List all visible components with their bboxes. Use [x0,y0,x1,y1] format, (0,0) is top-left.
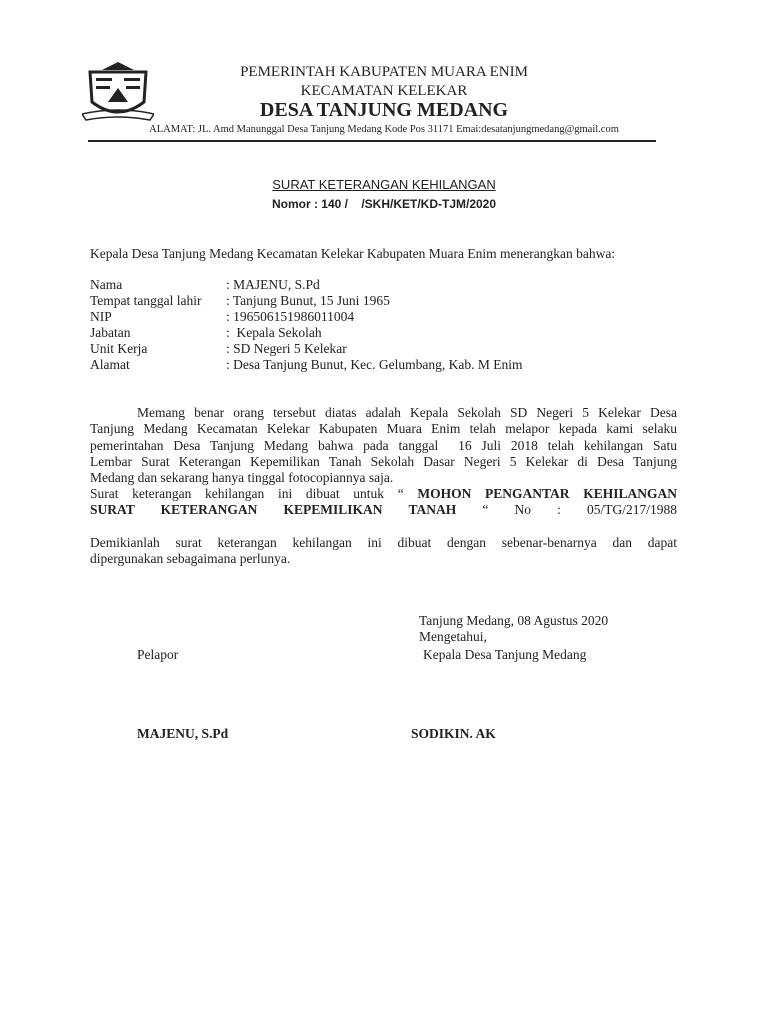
purpose-bold: MOHON PENGANTAR KEHILANGAN [417,486,677,501]
field-label: Jabatan [90,325,131,340]
field-label: Unit Kerja [90,341,148,356]
closing-line-1: Demikianlah surat keterangan kehilangan ini dibuat dengan sebenar-benarnya dan dapat [90,535,677,550]
paragraph-line: Memang benar orang tersebut diatas adalah Kepala Sekolah SD Negeri 5 Kelekar Desa [137,405,677,420]
field-label: Nama [90,277,123,292]
village-head-label: Kepala Desa Tanjung Medang [423,647,587,662]
reporter-label: Pelapor [137,647,179,662]
field-label: Tempat tanggal lahir [90,293,202,308]
letterhead-village: DESA TANJUNG MEDANG [259,99,509,121]
paragraph-line: Tanjung Medang Kecamatan Kelekar Kabupaten Muara Enim telah melapor kepada kami selaku [90,421,677,437]
field-value: : MAJENU, S.Pd [226,277,320,292]
purpose-text: Surat keterangan kehilangan ini dibuat untuk “ [90,486,404,501]
field-label: NIP [90,309,112,324]
purpose-line-1 [90,486,677,502]
document-number: “ No : 05/TG/217/1988 [482,502,677,517]
letter-title: SURAT KETERANGAN KEHILANGAN [272,177,496,192]
letterhead-divider [88,140,656,142]
letterhead-government: PEMERINTAH KABUPATEN MUARA ENIM [240,64,528,80]
letterhead-address: ALAMAT: JL. Amd Manunggal Desa Tanjung Medang Kode Pos 31171 Emai:desatanjungmedang@gmail.com [149,124,619,135]
field-value: : Kepala Sekolah [226,325,322,340]
field-value: : 196506151986011004 [226,309,355,324]
field-label: Alamat [90,357,130,372]
field-value: : Desa Tanjung Bunut, Kec. Gelumbang, Kab. M Enim [226,357,523,372]
purpose-bold-2: SURAT KETERANGAN KEPEMILIKAN TANAH [90,502,457,517]
paragraph-line: Lembar Surat Keterangan Kepemilikan Tanah Sekolah Dasar Negeri 5 Kelekar di Desa Tanjung [90,453,677,469]
paragraph-line: pemerintahan Desa Tanjung Medang bahwa pada tanggal 16 Juli 2018 telah kehilangan Satu [90,437,677,453]
purpose-line-2 [90,502,677,518]
village-head-name: SODIKIN. AK [411,726,496,741]
place-date: Tanjung Medang, 08 Agustus 2020 [419,613,609,628]
acknowledged-label: Mengetahui, [419,629,487,644]
field-value: : SD Negeri 5 Kelekar [226,341,347,356]
paragraph-line: Medang dan sekarang hanya tinggal fotocopiannya saja. [90,470,394,486]
letter-number: Nomor : 140 / /SKH/KET/KD-TJM/2020 [271,197,497,211]
field-value: : Tanjung Bunut, 15 Juni 1965 [226,293,390,308]
reporter-name: MAJENU, S.Pd [137,726,229,741]
closing-line-2: dipergunakan sebagaimana perlunya. [90,551,291,566]
letterhead-district: KECAMATAN KELEKAR [300,83,468,99]
intro-text: Kepala Desa Tanjung Medang Kecamatan Kelekar Kabupaten Muara Enim menerangkan bahwa: [90,246,616,261]
